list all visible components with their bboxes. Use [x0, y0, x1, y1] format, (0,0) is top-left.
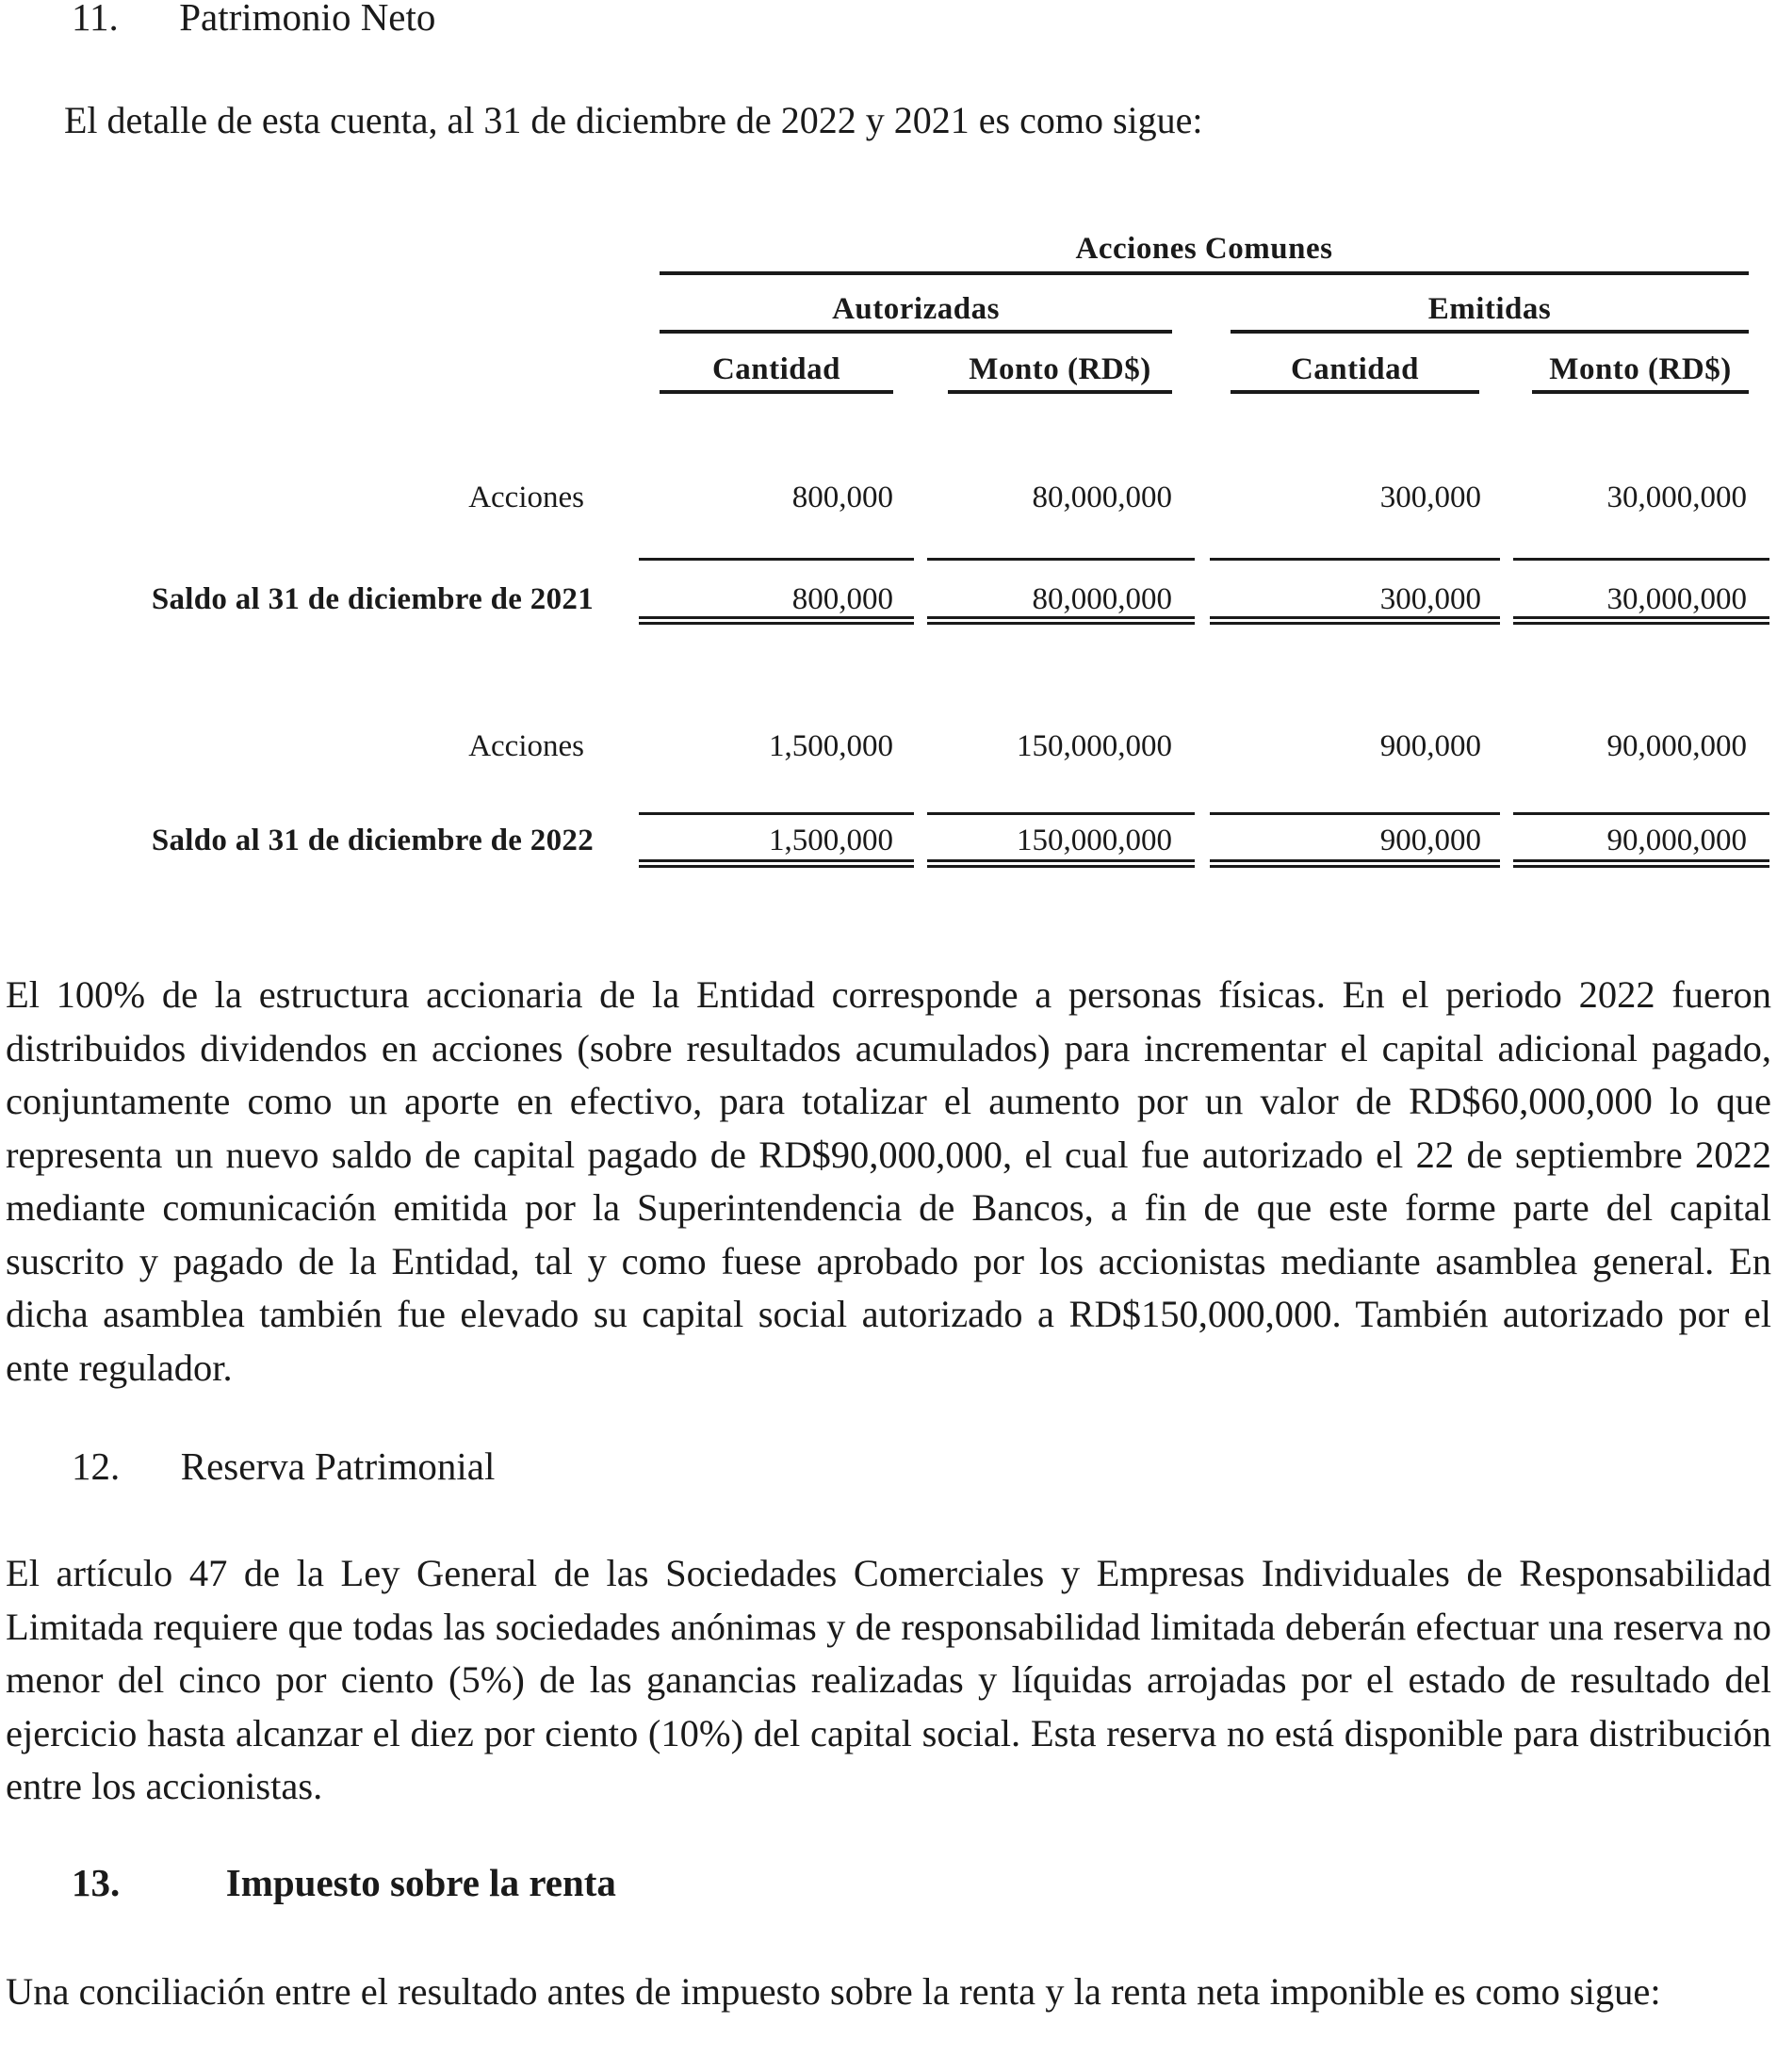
subtotal-rule: [1210, 558, 1500, 561]
header-autorizadas: Autorizadas: [832, 292, 1000, 326]
total-rule: [927, 859, 1195, 862]
subtotal-rule: [639, 812, 914, 815]
header-emitidas: Emitidas: [1427, 292, 1552, 326]
total-rule: [1210, 622, 1500, 625]
row-label: Acciones: [468, 729, 584, 763]
cell-value: 80,000,000: [1032, 582, 1172, 616]
row-label: Saldo al 31 de diciembre de 2021: [151, 582, 594, 616]
intro-text: El detalle de esta cuenta, al 31 de diciembre de 2022 y 2021 es como sigue:: [64, 99, 1203, 141]
section-12-heading: [72, 1444, 495, 1489]
total-rule: [1513, 622, 1769, 625]
row-label: Saldo al 31 de diciembre de 2022: [151, 824, 594, 857]
subtotal-rule: [639, 558, 914, 561]
total-rule: [639, 622, 914, 625]
section-11-heading: [72, 0, 435, 40]
total-rule: [927, 616, 1195, 619]
header-rule: [948, 390, 1172, 394]
cell-value: 900,000: [1379, 729, 1481, 763]
cell-value: 900,000: [1379, 824, 1481, 857]
cell-value: 300,000: [1379, 582, 1481, 616]
subtotal-rule: [927, 558, 1195, 561]
subtotal-rule: [1210, 812, 1500, 815]
header-rule: [1231, 390, 1479, 394]
total-rule: [927, 622, 1195, 625]
cell-value: 90,000,000: [1606, 729, 1747, 763]
total-rule: [1513, 865, 1769, 868]
total-rule: [639, 859, 914, 862]
total-rule: [1210, 865, 1500, 868]
cell-value: 300,000: [1379, 481, 1481, 514]
subtotal-rule: [1513, 558, 1769, 561]
cell-value: 150,000,000: [1017, 729, 1172, 763]
section-13-heading: [72, 1860, 616, 1905]
header-rule: [660, 390, 893, 394]
cell-value: 800,000: [791, 481, 893, 514]
total-rule: [1513, 859, 1769, 862]
cell-value: 1,500,000: [769, 729, 893, 763]
total-rule: [1513, 616, 1769, 619]
subtotal-rule: [927, 812, 1195, 815]
header-rule: [1532, 390, 1749, 394]
paragraph-reserva: El artículo 47 de la Ley General de las Sociedades Comerciales y Empresas Individuales de Responsabilidad Limitada requiere que todas las sociedades anónimas y de responsabilidad limitada deberán efectuar una reserva no menor del cinco por ciento (5%) de las ganancias realizadas y líquidas arrojadas por el estado de resultado del ejercicio hasta alcanzar el diez por ciento (10%) del capital social. Esta reserva no está disponible para distribución entre los accionistas.: [6, 1552, 1771, 1807]
section-11-title: Patrimonio Neto: [179, 0, 436, 39]
cell-value: 30,000,000: [1606, 481, 1747, 514]
col-header-cantidad-autorizadas: Cantidad: [711, 352, 841, 386]
row-label: Acciones: [468, 481, 584, 514]
section-13-number: 13.: [72, 1861, 121, 1904]
paragraph-impuesto: Una conciliación entre el resultado antes de impuesto sobre la renta y la renta neta imponible es como sigue:: [6, 1970, 1661, 2013]
header-rule: [1231, 330, 1749, 334]
col-header-monto-autorizadas: Monto (RD$): [969, 352, 1151, 386]
cell-value: 150,000,000: [1017, 824, 1172, 857]
header-rule: [660, 330, 1172, 334]
total-rule: [927, 865, 1195, 868]
section-11-number: 11.: [72, 0, 119, 39]
cell-value: 80,000,000: [1032, 481, 1172, 514]
section-13-title: Impuesto sobre la renta: [225, 1861, 616, 1904]
paragraph-patrimonio: El 100% de la estructura accionaria de la Entidad corresponde a personas físicas. En el periodo 2022 fueron distribuidos dividendos en acciones (sobre resultados acumulados) para incrementar el capital adicional pagado, conjuntamente como un aporte en efectivo, para totalizar el aumento por un valor de RD$60,000,000 lo que representa un nuevo saldo de capital pagado de RD$90,000,000, el cual fue autorizado el 22 de septiembre 2022 mediante comunicación emitida por la Superintendencia de Bancos, a fin de que este forme parte del capital suscrito y pagado de la Entidad, tal y como fuese aprobado por los accionistas mediante asamblea general. En dicha asamblea también fue elevado su capital social autorizado a RD$150,000,000. También autorizado por el ente regulador.: [6, 973, 1771, 1389]
total-rule: [639, 616, 914, 619]
total-rule: [1210, 859, 1500, 862]
section-12-number: 12.: [72, 1444, 121, 1488]
cell-value: 1,500,000: [769, 824, 893, 857]
subtotal-rule: [1513, 812, 1769, 815]
total-rule: [1210, 616, 1500, 619]
cell-value: 800,000: [791, 582, 893, 616]
col-header-monto-emitidas: Monto (RD$): [1549, 352, 1732, 386]
cell-value: 30,000,000: [1606, 582, 1747, 616]
cell-value: 90,000,000: [1606, 824, 1747, 857]
total-rule: [639, 865, 914, 868]
section-12-title: Reserva Patrimonial: [180, 1444, 496, 1488]
header-rule: [660, 271, 1749, 275]
col-header-cantidad-emitidas: Cantidad: [1290, 352, 1420, 386]
header-acciones-comunes: Acciones Comunes: [1075, 232, 1333, 266]
